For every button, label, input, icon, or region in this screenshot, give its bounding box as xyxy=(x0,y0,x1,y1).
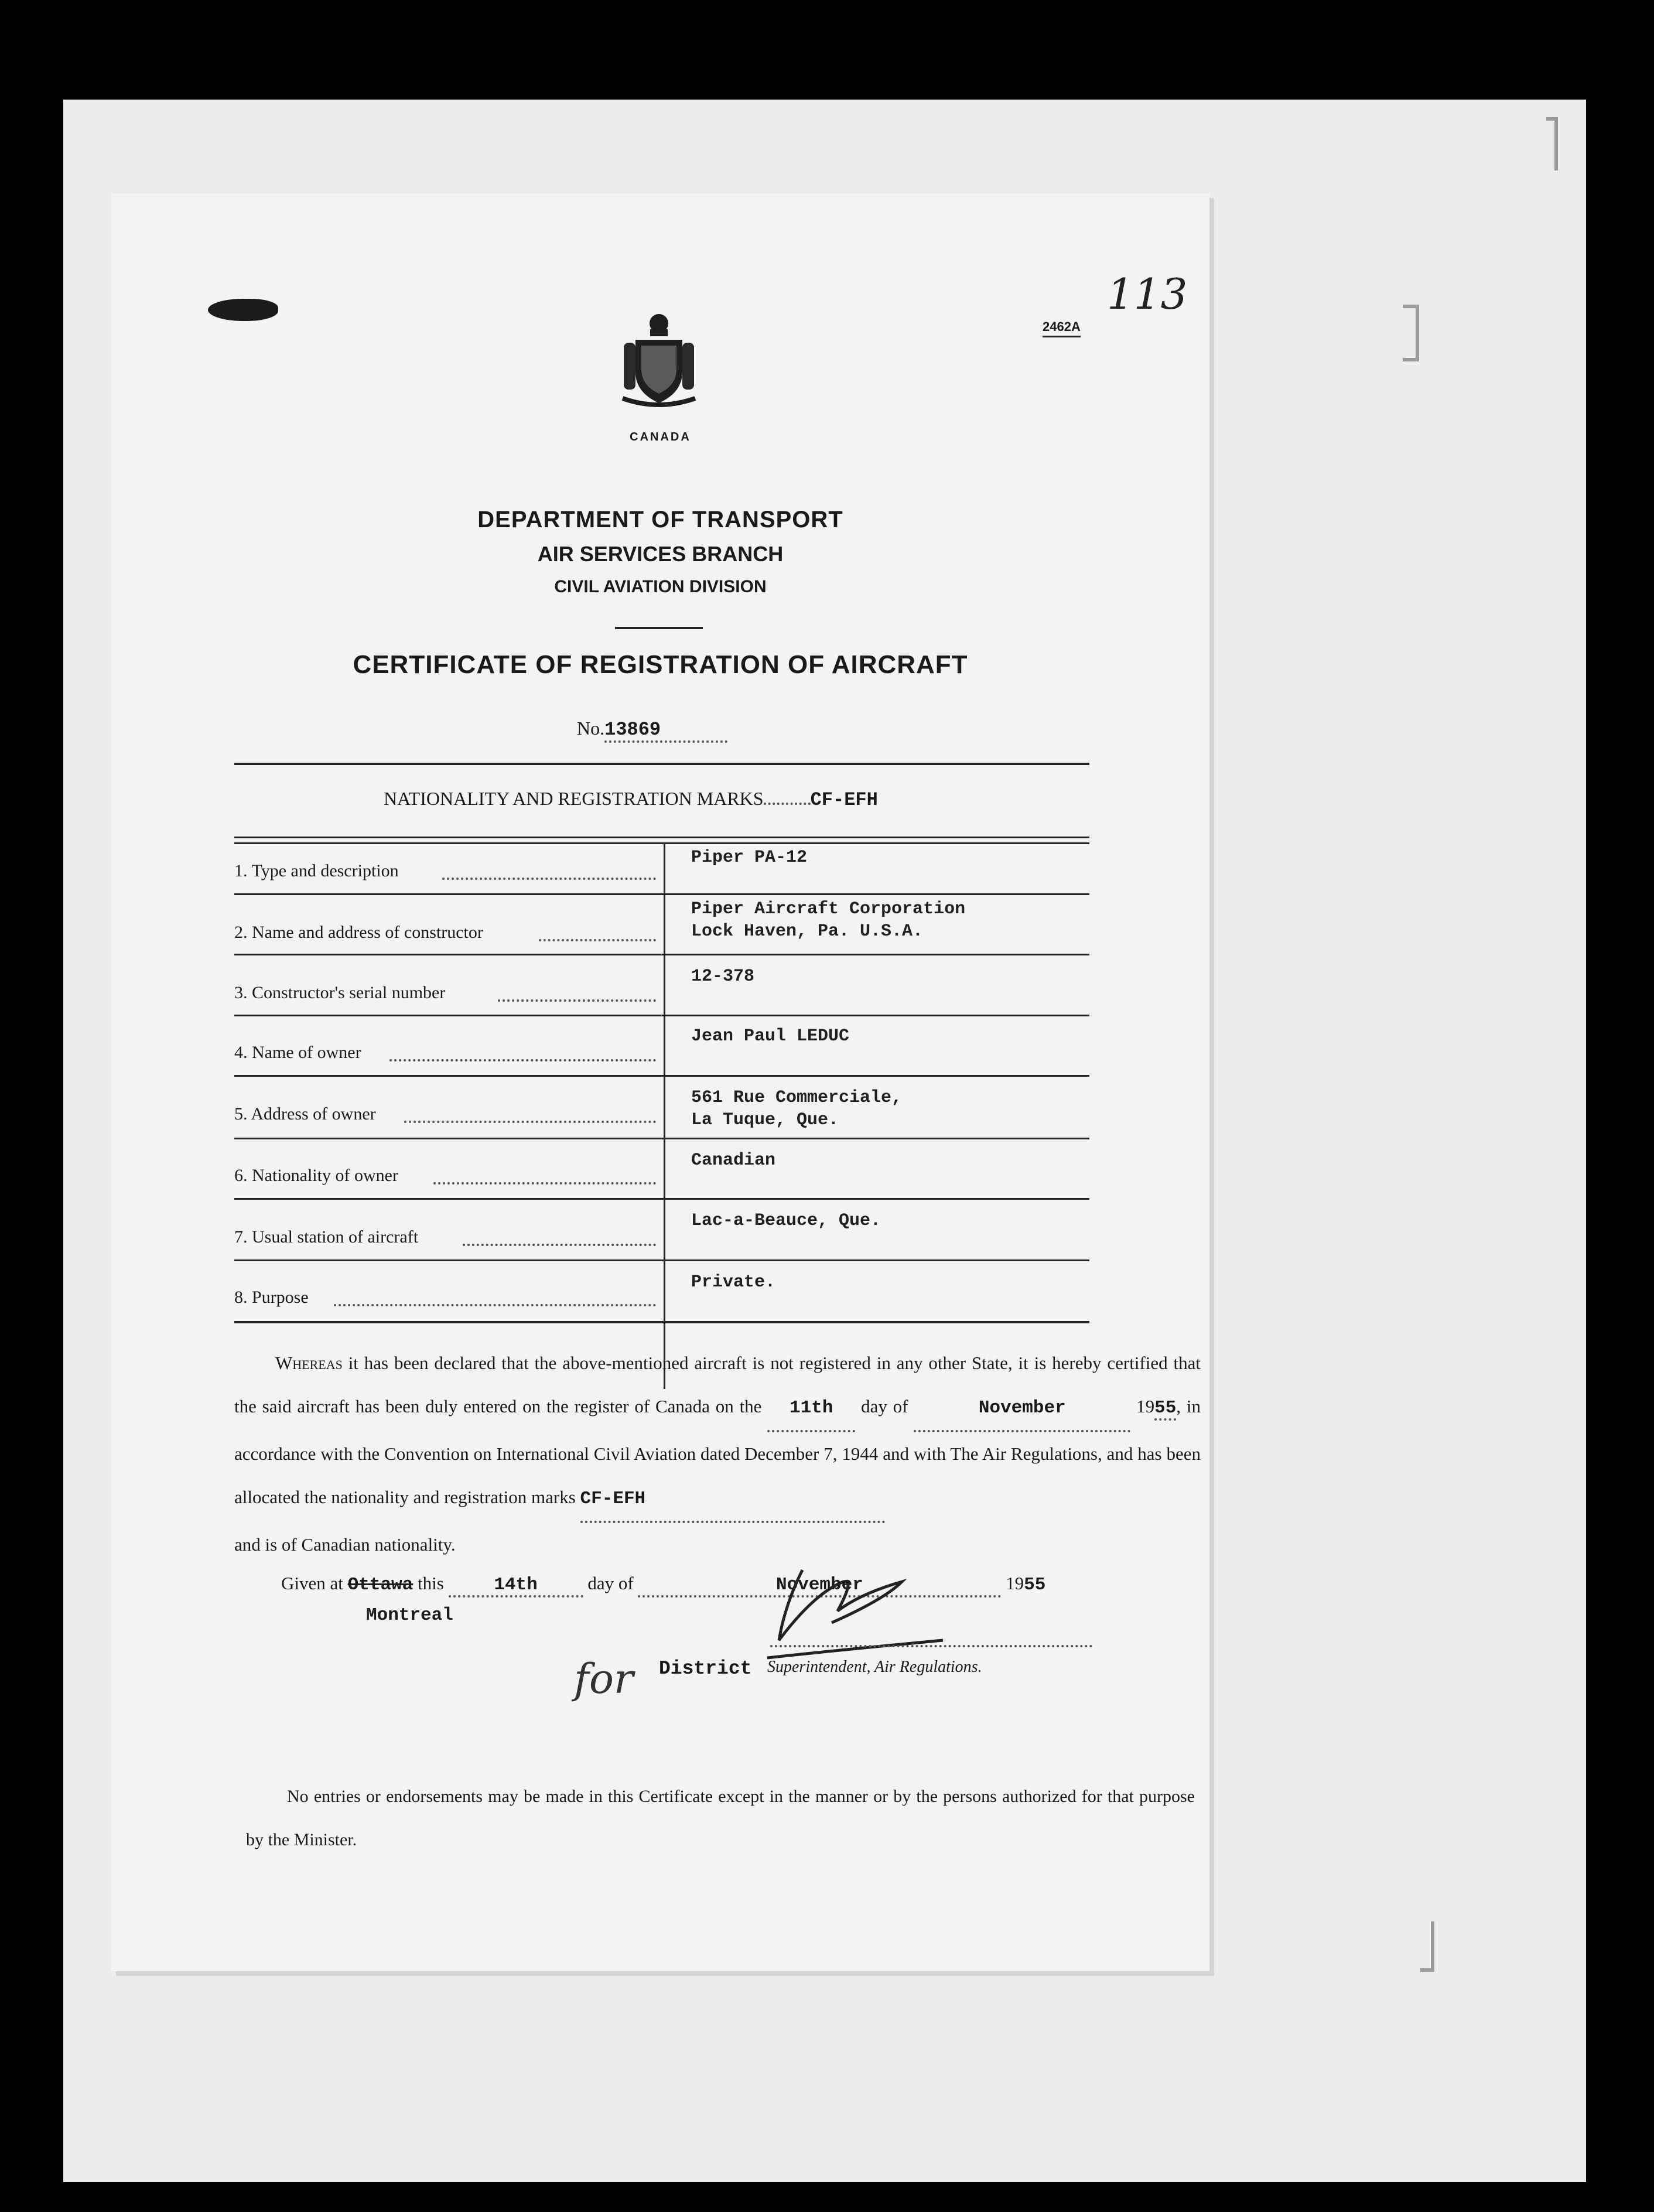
row-label: 4. Name of owner xyxy=(234,1043,361,1062)
row-separator xyxy=(234,1075,1089,1077)
row-separator xyxy=(234,954,1089,955)
row-leader-dots xyxy=(463,1244,656,1246)
row-label: 2. Name and address of constructor xyxy=(234,923,483,942)
whereas-text-1: it has been declared that the above-mentioned aircraft is not registered in any other State, it is hereby certified that the said aircraft has been duly entered on the register of Canada on the xyxy=(234,1353,1201,1416)
row-label: 5. Address of owner xyxy=(234,1104,376,1124)
row-value: Jean Paul LEDUC xyxy=(691,1026,850,1046)
certificate-document xyxy=(111,193,1209,1971)
row-value: Piper Aircraft Corporation Lock Haven, Pa. U.S.A. xyxy=(691,899,966,941)
crop-mark-right-upper xyxy=(1403,305,1419,361)
row-separator xyxy=(234,1259,1089,1261)
crop-mark-right-lower xyxy=(1420,1921,1434,1972)
row-value: Canadian xyxy=(691,1151,776,1170)
registration-day: 11th xyxy=(767,1387,855,1432)
nationality-marks-label: NATIONALITY AND REGISTRATION MARKS xyxy=(384,788,764,809)
double-rule-bottom xyxy=(234,842,1089,844)
row-label: 1. Type and description xyxy=(234,861,399,880)
row-leader-dots xyxy=(539,939,656,941)
allocated-marks: CF-EFH xyxy=(580,1477,885,1523)
row-value: Piper PA-12 xyxy=(691,848,808,868)
given-month: November xyxy=(638,1575,1001,1597)
form-number: 2462A xyxy=(1043,319,1081,337)
registration-year: 55 xyxy=(1154,1398,1176,1421)
row-label: 3. Constructor's serial number xyxy=(234,983,446,1002)
crop-mark-top-right xyxy=(1546,117,1558,170)
row-label: 7. Usual station of aircraft xyxy=(234,1227,419,1247)
district-label: District xyxy=(659,1658,752,1680)
row-separator xyxy=(234,1138,1089,1139)
double-rule-top xyxy=(234,837,1089,838)
struck-place: Ottawa xyxy=(347,1575,414,1595)
division-heading: CIVIL AVIATION DIVISION xyxy=(554,577,767,596)
given-day: 14th xyxy=(449,1575,583,1597)
certificate-number xyxy=(577,718,727,743)
table-column-divider xyxy=(664,844,665,1389)
whereas-lead: Whereas xyxy=(275,1353,343,1373)
table-bottom-rule xyxy=(234,1321,1089,1323)
nationality-marks-line xyxy=(384,788,878,811)
row-separator xyxy=(234,1198,1089,1200)
branch-heading: AIR SERVICES BRANCH xyxy=(537,542,784,566)
coat-of-arms-emblem xyxy=(618,310,700,410)
registration-month: November xyxy=(914,1387,1130,1432)
whereas-text-2: day of xyxy=(861,1396,908,1416)
row-leader-dots xyxy=(334,1304,656,1306)
signature-line xyxy=(770,1645,1092,1647)
row-leader-dots xyxy=(389,1059,656,1061)
whereas-text-3: 19 xyxy=(1136,1396,1155,1416)
given-place: Montreal xyxy=(366,1605,453,1626)
row-separator xyxy=(234,893,1089,895)
row-leader-dots xyxy=(442,878,656,880)
given-this-label: this xyxy=(418,1573,444,1593)
row-label: 6. Nationality of owner xyxy=(234,1166,398,1185)
row-value: Lac-a-Beauce, Que. xyxy=(691,1211,881,1231)
country-label: CANADA xyxy=(630,431,691,443)
signatory-title: Superintendent, Air Regulations. xyxy=(767,1658,982,1676)
nationality-marks-value: CF-EFH xyxy=(810,789,878,811)
heading-divider xyxy=(615,627,703,629)
department-heading: DEPARTMENT OF TRANSPORT xyxy=(477,507,843,532)
given-at-label: Given at xyxy=(281,1573,343,1593)
whereas-paragraph xyxy=(234,1341,1201,1566)
whereas-text-4: , in accordance with the Convention on International Civil Aviation dated December 7, 1944 and with The Air Regulations, and has been allocated the nationality and registration marks xyxy=(234,1396,1201,1507)
top-rule xyxy=(234,763,1089,765)
row-label: 8. Purpose xyxy=(234,1288,309,1307)
whereas-text-5: and is of Canadian nationality. xyxy=(234,1534,456,1555)
certificate-number-value: 13869 xyxy=(604,719,727,743)
row-value: 12-378 xyxy=(691,967,755,986)
row-leader-dots xyxy=(433,1182,656,1184)
certificate-number-label: No. xyxy=(577,718,605,739)
given-year: 55 xyxy=(1024,1575,1046,1595)
certificate-title: CERTIFICATE OF REGISTRATION OF AIRCRAFT xyxy=(353,650,968,679)
row-separator xyxy=(234,1015,1089,1016)
handwritten-page-number: 113 xyxy=(1107,269,1188,319)
row-leader-dots xyxy=(498,999,656,1002)
handwritten-signature xyxy=(750,1558,961,1664)
ink-blot xyxy=(208,299,278,321)
row-value: 561 Rue Commerciale, La Tuque, Que. xyxy=(691,1088,903,1130)
given-19-label: 19 xyxy=(1006,1573,1024,1593)
handwritten-for: for xyxy=(574,1655,634,1703)
given-dayof-label: day of xyxy=(587,1573,634,1593)
footer-note: No entries or endorsements may be made in this Certificate except in the manner or by the persons authorized for that purpose by the Minister. xyxy=(246,1787,1195,1849)
row-leader-dots xyxy=(404,1121,656,1123)
row-value: Private. xyxy=(691,1272,776,1292)
